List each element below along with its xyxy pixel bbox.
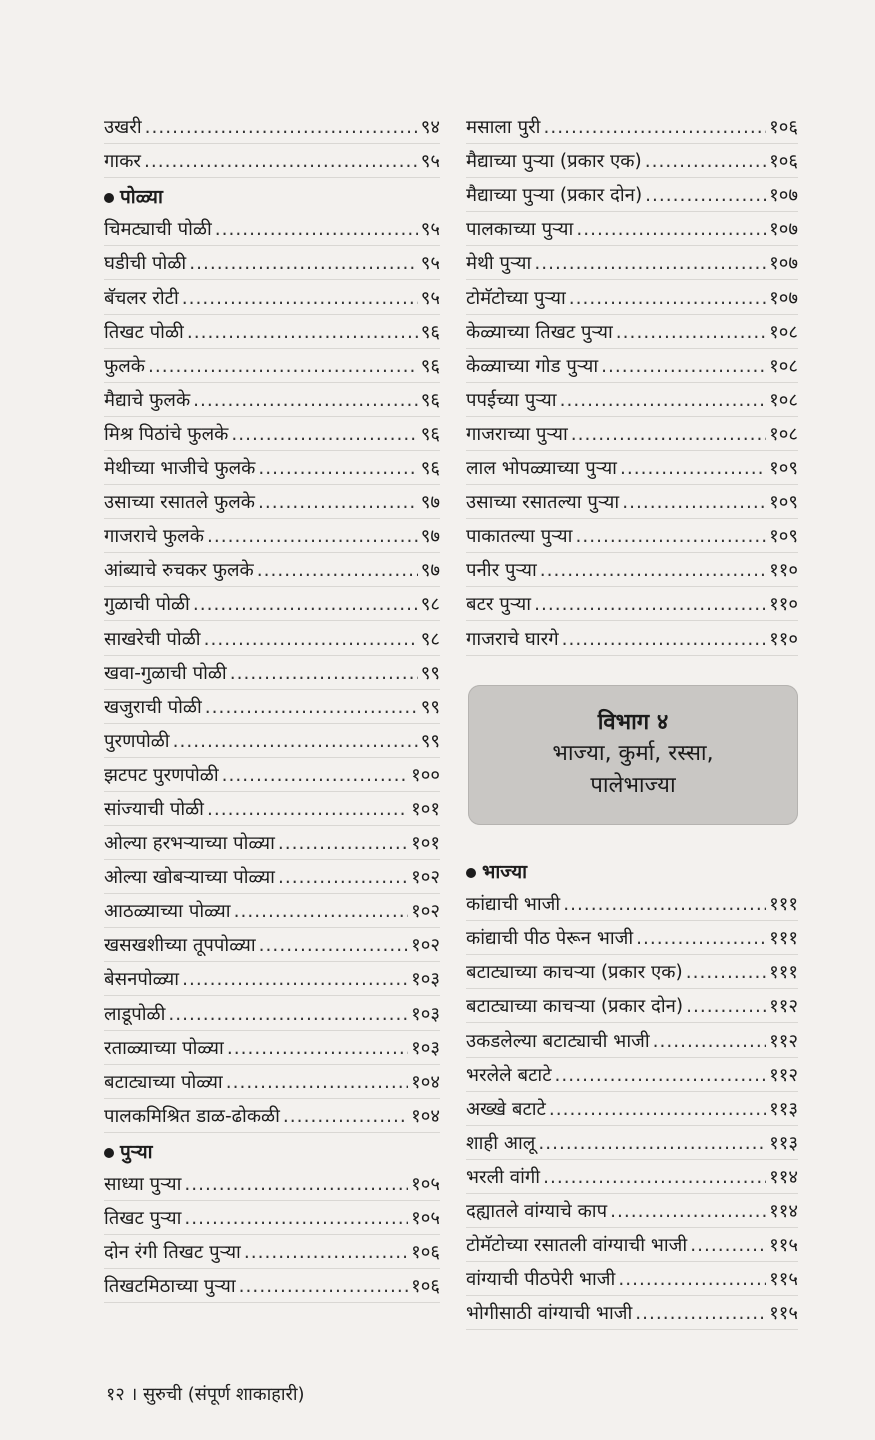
toc-entry-title: मेथी पुऱ्या — [466, 253, 532, 275]
toc-entry — [466, 587, 798, 621]
toc-page-number: १०३ — [411, 1037, 440, 1059]
toc-page-number: १०७ — [769, 253, 798, 275]
dot-leader — [645, 184, 766, 208]
toc-page-number: ९५ — [420, 253, 440, 275]
toc-entry — [466, 383, 798, 417]
toc-entry — [104, 1235, 440, 1269]
dot-leader — [173, 730, 418, 754]
dot-leader — [278, 832, 408, 856]
toc-entry-title: साखरेची पोळी — [104, 628, 201, 650]
toc-entry — [104, 485, 440, 519]
toc-page-number: ९७ — [420, 560, 440, 582]
dot-leader — [215, 218, 418, 242]
toc-section-heading — [104, 1133, 440, 1167]
toc-entry — [466, 921, 798, 955]
toc-page-number: १०४ — [411, 1071, 440, 1093]
toc-entry-title: अख्खे बटाटे — [466, 1098, 546, 1120]
toc-entry — [466, 1058, 798, 1092]
toc-entry — [466, 349, 798, 383]
toc-entry — [104, 451, 440, 485]
toc-entry-title: आंब्याचे रुचकर फुलके — [104, 560, 254, 582]
toc-entry — [466, 989, 798, 1023]
dot-leader — [653, 1030, 766, 1054]
dot-leader — [622, 491, 766, 515]
toc-entry — [466, 1023, 798, 1057]
toc-page-number: १०१ — [411, 833, 440, 855]
dot-leader — [610, 1200, 766, 1224]
dot-leader — [540, 559, 766, 583]
dot-leader — [231, 423, 417, 447]
toc-entry — [466, 1228, 798, 1262]
section-title-line1: भाज्या, कुर्मा, रस्सा, — [552, 741, 714, 766]
toc-entry — [466, 1194, 798, 1228]
toc-entry-title: ओल्या हरभऱ्याच्या पोळ्या — [104, 833, 275, 855]
toc-entry — [466, 178, 798, 212]
toc-entry-title: शाही आलू — [466, 1132, 536, 1154]
toc-entry — [104, 656, 440, 690]
toc-entry — [104, 860, 440, 894]
toc-entry-title: चिमट्याची पोळी — [104, 219, 212, 241]
toc-entry — [466, 1296, 798, 1330]
toc-entry-title: पपईच्या पुऱ्या — [466, 389, 557, 411]
toc-entry — [104, 383, 440, 417]
toc-entry — [466, 144, 798, 178]
toc-page-number: १०८ — [769, 389, 798, 411]
toc-entry-title: खसखशीच्या तूपपोळ्या — [104, 935, 256, 957]
dot-leader — [239, 1275, 408, 1299]
toc-entry — [104, 962, 440, 996]
toc-entry-title: गुळाची पोळी — [104, 594, 190, 616]
toc-page-number: ९६ — [420, 321, 440, 343]
toc-entry — [104, 928, 440, 962]
right-toc-column-bottom — [466, 853, 798, 1330]
toc-entry — [104, 826, 440, 860]
dot-leader — [555, 1064, 767, 1088]
bullet-icon — [466, 868, 476, 878]
toc-page-number: ११३ — [769, 1132, 798, 1154]
toc-page-number: १०६ — [769, 117, 798, 139]
right-toc-column-top — [466, 110, 798, 656]
toc-page-number: ९९ — [420, 696, 440, 718]
toc-entry-title: सांज्याची पोळी — [104, 798, 204, 820]
section-number: विभाग ४ — [597, 710, 669, 735]
toc-page-number: ९४ — [420, 117, 440, 139]
toc-page-number: ९६ — [420, 389, 440, 411]
dot-leader — [145, 116, 418, 140]
toc-entry-title: तिखट पोळी — [104, 321, 184, 343]
dot-leader — [207, 525, 418, 549]
toc-entry — [104, 621, 440, 655]
toc-entry-title: लाडूपोळी — [104, 1003, 166, 1025]
toc-entry — [104, 1031, 440, 1065]
toc-entry-title: ओल्या खोबऱ्याच्या पोळ्या — [104, 867, 275, 889]
toc-page-number: १०८ — [769, 321, 798, 343]
dot-leader — [258, 457, 417, 481]
toc-heading-text: पुऱ्या — [120, 1140, 153, 1163]
dot-leader — [244, 1241, 408, 1265]
toc-page-number: १०८ — [769, 355, 798, 377]
dot-leader — [144, 150, 418, 174]
page-footer: १२ । सुरुची (संपूर्ण शाकाहारी) — [106, 1384, 305, 1405]
dot-leader — [258, 491, 418, 515]
toc-entry — [104, 996, 440, 1030]
toc-entry — [104, 417, 440, 451]
toc-page-number: ११० — [769, 628, 798, 650]
dot-leader — [182, 287, 418, 311]
toc-page-number: १०७ — [769, 287, 798, 309]
dot-leader — [575, 525, 766, 549]
toc-entry-title: बॅचलर रोटी — [104, 287, 179, 309]
toc-entry — [104, 1167, 440, 1201]
toc-entry-title: खजुराची पोळी — [104, 696, 202, 718]
toc-section-heading — [104, 178, 440, 212]
toc-entry-title: टोमॅटोच्या पुऱ्या — [466, 287, 566, 309]
toc-entry-title: बटर पुऱ्या — [466, 594, 532, 616]
toc-entry — [466, 451, 798, 485]
toc-entry — [104, 1269, 440, 1303]
toc-page-number: १०९ — [769, 458, 798, 480]
dot-leader — [616, 321, 766, 345]
dot-leader — [534, 593, 766, 617]
toc-entry — [104, 690, 440, 724]
dot-leader — [543, 116, 766, 140]
dot-leader — [690, 1234, 766, 1258]
toc-page-number: ९७ — [420, 492, 440, 514]
toc-page-number: ११५ — [769, 1235, 798, 1257]
toc-entry-title: केळ्याच्या गोड पुऱ्या — [466, 355, 599, 377]
toc-page-number: ९५ — [420, 151, 440, 173]
dot-leader — [571, 423, 766, 447]
dot-leader — [193, 389, 418, 413]
toc-entry — [104, 792, 440, 826]
toc-entry-title: उकडलेल्या बटाट्याची भाजी — [466, 1030, 650, 1052]
toc-page-number: १०५ — [411, 1174, 440, 1195]
toc-entry-title: वांग्याची पीठपेरी भाजी — [466, 1269, 616, 1291]
dot-leader — [230, 662, 418, 686]
toc-page-number: १०२ — [411, 935, 440, 957]
dot-leader — [257, 559, 418, 583]
toc-entry-title: मसाला पुरी — [466, 117, 541, 139]
toc-entry-title: पनीर पुऱ्या — [466, 560, 537, 582]
toc-entry-title: कांद्याची भाजी — [466, 894, 561, 916]
dot-leader — [207, 798, 408, 822]
dot-leader — [576, 218, 766, 242]
toc-entry — [466, 1160, 798, 1194]
toc-entry-title: झटपट पुरणपोळी — [104, 764, 219, 786]
dot-leader — [259, 934, 408, 958]
dot-leader — [549, 1098, 766, 1122]
toc-entry-title: मेथीच्या भाजीचे फुलके — [104, 458, 256, 480]
toc-page-number: ९९ — [420, 730, 440, 752]
toc-entry — [104, 280, 440, 314]
toc-page-number: १०३ — [411, 969, 440, 991]
toc-entry-title: केळ्याच्या तिखट पुऱ्या — [466, 321, 613, 343]
toc-entry — [104, 315, 440, 349]
toc-page-number: १०५ — [411, 1208, 440, 1230]
toc-entry-title: पुरणपोळी — [104, 730, 170, 752]
toc-entry — [104, 246, 440, 280]
toc-entry-title: गाजराचे फुलके — [104, 526, 204, 548]
toc-entry-title: पाकातल्या पुऱ्या — [466, 526, 573, 548]
toc-page-number: ९५ — [420, 219, 440, 241]
toc-entry — [104, 894, 440, 928]
toc-page-number: १११ — [769, 928, 798, 950]
toc-entry-title: उसाच्या रसातले फुलके — [104, 492, 256, 514]
toc-entry — [104, 110, 440, 144]
toc-entry — [466, 621, 798, 655]
toc-page-number: १०९ — [769, 526, 798, 548]
dot-leader — [222, 764, 409, 788]
dot-leader — [563, 893, 766, 917]
toc-entry-title: बटाट्याच्या पोळ्या — [104, 1071, 223, 1093]
toc-page-number: १०६ — [411, 1276, 440, 1298]
toc-entry-title: मिश्र पिठांचे फुलके — [104, 423, 229, 445]
toc-page-number: १०७ — [769, 219, 798, 241]
toc-entry-title: उखरी — [104, 117, 142, 139]
toc-heading-text: भाज्या — [482, 861, 528, 884]
toc-entry-title: खवा-गुळाची पोळी — [104, 662, 227, 684]
toc-entry-title: उसाच्या रसातल्या पुऱ्या — [466, 492, 620, 514]
toc-heading-text: पोळ्या — [120, 186, 163, 209]
toc-entry — [466, 485, 798, 519]
toc-entry-title: लाल भोपळ्याच्या पुऱ्या — [466, 458, 617, 480]
toc-entry-title: गाकर — [104, 151, 141, 173]
toc-page-number: १०२ — [411, 867, 440, 889]
toc-entry — [104, 1065, 440, 1099]
toc-entry-title: तिखटमिठाच्या पुऱ्या — [104, 1276, 236, 1298]
toc-page-number: ११० — [769, 594, 798, 616]
dot-leader — [193, 593, 418, 617]
toc-page-number: १०६ — [769, 151, 798, 173]
toc-page-number: १०४ — [411, 1105, 440, 1127]
toc-section-heading — [466, 853, 798, 887]
toc-entry-title: मैद्याच्या पुऱ्या (प्रकार एक) — [466, 151, 642, 173]
toc-page-number: ११५ — [769, 1303, 798, 1325]
dot-leader — [234, 900, 409, 924]
dot-leader — [636, 927, 766, 951]
bullet-icon — [104, 1148, 114, 1158]
toc-entry-title: कांद्याची पीठ पेरून भाजी — [466, 928, 634, 950]
toc-entry-title: बटाट्याच्या काचऱ्या (प्रकार एक) — [466, 962, 683, 984]
dot-leader — [618, 1268, 766, 1292]
toc-page-number: १०८ — [769, 423, 798, 445]
dot-leader — [227, 1037, 408, 1061]
dot-leader — [182, 968, 408, 992]
dot-leader — [645, 150, 766, 174]
bullet-icon — [104, 193, 114, 203]
dot-leader — [686, 961, 766, 985]
toc-entry-title: तिखट पुऱ्या — [104, 1208, 182, 1230]
toc-entry-title: फुलके — [104, 355, 146, 377]
dot-leader — [226, 1071, 408, 1095]
toc-page-number: ११० — [769, 560, 798, 582]
toc-page-number: १०६ — [411, 1242, 440, 1264]
toc-entry-title: घडीची पोळी — [104, 253, 187, 275]
toc-entry — [466, 1126, 798, 1160]
dot-leader — [278, 866, 408, 890]
toc-entry — [466, 887, 798, 921]
toc-entry — [104, 519, 440, 553]
toc-entry-title: गाजराचे घारगे — [466, 628, 559, 650]
toc-entry — [104, 587, 440, 621]
dot-leader — [184, 1173, 408, 1197]
dot-leader — [620, 457, 766, 481]
toc-entry-title: मैद्याचे फुलके — [104, 389, 191, 411]
toc-entry-title: भोगीसाठी वांग्याची भाजी — [466, 1303, 633, 1325]
toc-entry — [104, 1201, 440, 1235]
dot-leader — [538, 1132, 766, 1156]
toc-entry — [104, 349, 440, 383]
toc-page-number: १०७ — [769, 185, 798, 207]
dot-leader — [204, 628, 418, 652]
toc-page-number: ९८ — [420, 628, 440, 650]
toc-entry-title: रताळ्याच्या पोळ्या — [104, 1037, 224, 1059]
dot-leader — [569, 287, 766, 311]
toc-page-number: ९६ — [420, 423, 440, 445]
toc-page-number: ९५ — [420, 287, 440, 309]
toc-entry — [466, 1092, 798, 1126]
toc-page-number: १११ — [769, 962, 798, 984]
toc-entry — [466, 315, 798, 349]
dot-leader — [148, 355, 418, 379]
toc-entry — [104, 553, 440, 587]
dot-leader — [686, 995, 766, 1019]
toc-entry — [466, 280, 798, 314]
toc-entry — [466, 417, 798, 451]
toc-entry-title: पालकाच्या पुऱ्या — [466, 219, 574, 241]
toc-page-number: १०२ — [411, 901, 440, 923]
toc-page-number: ११२ — [769, 1030, 798, 1052]
toc-page-number: ९६ — [420, 355, 440, 377]
toc-entry — [466, 246, 798, 280]
toc-page-number: ११३ — [769, 1098, 798, 1120]
toc-entry-title: दह्यातले वांग्याचे काप — [466, 1201, 608, 1223]
toc-page-number: ११२ — [769, 1064, 798, 1086]
toc-entry — [466, 553, 798, 587]
dot-leader — [187, 321, 418, 345]
dot-leader — [601, 355, 766, 379]
section-box — [468, 685, 798, 825]
toc-entry-title: भरली वांगी — [466, 1166, 541, 1188]
toc-entry — [104, 724, 440, 758]
toc-entry-title: टोमॅटोच्या रसातली वांग्याची भाजी — [466, 1235, 688, 1257]
toc-page-number: १०३ — [411, 1003, 440, 1025]
toc-page-number: ११५ — [769, 1269, 798, 1291]
dot-leader — [283, 1105, 408, 1129]
toc-page-number: ९६ — [420, 458, 440, 480]
toc-entry-title: भरलेले बटाटे — [466, 1064, 552, 1086]
toc-entry-title: गाजराच्या पुऱ्या — [466, 423, 568, 445]
toc-entry — [104, 1099, 440, 1133]
toc-page-number: ११४ — [769, 1201, 798, 1223]
toc-page-number: ९७ — [420, 526, 440, 548]
toc-entry — [104, 212, 440, 246]
toc-page-number: ९८ — [420, 594, 440, 616]
toc-page-number: १११ — [769, 894, 798, 916]
toc-entry-title: दोन रंगी तिखट पुऱ्या — [104, 1242, 241, 1264]
toc-entry — [104, 758, 440, 792]
dot-leader — [635, 1302, 766, 1326]
toc-page-number: १०० — [411, 764, 440, 786]
dot-leader — [189, 252, 418, 276]
toc-entry — [466, 212, 798, 246]
toc-entry — [466, 110, 798, 144]
dot-leader — [562, 628, 766, 652]
toc-entry — [466, 519, 798, 553]
toc-page-number: १०१ — [411, 798, 440, 820]
dot-leader — [168, 1003, 408, 1027]
section-title-line2: पालेभाज्या — [590, 773, 676, 798]
toc-page-number: १०९ — [769, 492, 798, 514]
toc-entry — [466, 1262, 798, 1296]
dot-leader — [184, 1207, 408, 1231]
toc-entry — [104, 144, 440, 178]
dot-leader — [534, 252, 766, 276]
toc-entry-title: बेसनपोळ्या — [104, 969, 180, 991]
toc-entry — [466, 955, 798, 989]
toc-entry-title: बटाट्याच्या काचऱ्या (प्रकार दोन) — [466, 996, 684, 1018]
toc-entry-title: साध्या पुऱ्या — [104, 1174, 182, 1195]
toc-page-number: ९९ — [420, 662, 440, 684]
toc-page-number: ११४ — [769, 1166, 798, 1188]
toc-entry-title: मैद्याच्या पुऱ्या (प्रकार दोन) — [466, 185, 643, 207]
dot-leader — [560, 389, 767, 413]
toc-page-number: ११२ — [769, 996, 798, 1018]
dot-leader — [543, 1166, 766, 1190]
left-toc-column — [104, 110, 440, 1303]
dot-leader — [205, 696, 418, 720]
toc-entry-title: पालकमिश्रित डाळ-ढोकळी — [104, 1105, 280, 1127]
toc-entry-title: आठळ्याच्या पोळ्या — [104, 901, 231, 923]
